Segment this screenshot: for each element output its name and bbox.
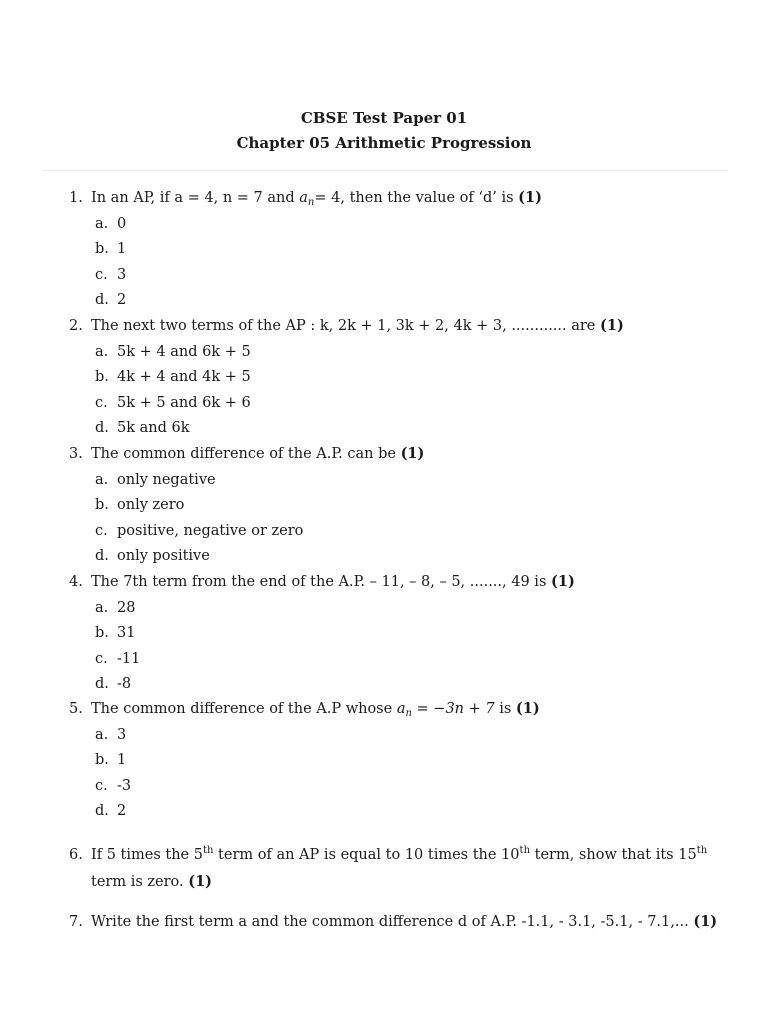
marks: (1) — [400, 445, 425, 462]
option: b. 4k + 4 and 4k + 5 — [95, 369, 251, 386]
option: d. 5k and 6k — [95, 420, 190, 437]
paper-header — [0, 106, 768, 156]
question-number: 4. — [69, 574, 83, 590]
question-4 — [69, 569, 729, 698]
option: d. 2 — [95, 803, 127, 820]
question-number: 5. — [69, 701, 83, 717]
question-number: 7. — [69, 914, 83, 930]
option: b. only zero — [95, 497, 185, 514]
marks: (1) — [515, 700, 540, 717]
question-text: Write the first term a and the common difference d of A.P. -1.1, - 3.1, -5.1, - 7.1,... — [91, 914, 694, 930]
options-list — [69, 468, 729, 570]
options-list — [69, 723, 729, 825]
marks: (1) — [693, 913, 718, 930]
marks: (1) — [518, 189, 542, 206]
question-text: The 7th term from the end of the A.P. – 11, – 8, – 5, ......., 49 is — [91, 574, 551, 590]
question-3 — [69, 441, 729, 570]
option: a. 28 — [95, 599, 136, 616]
math-expression: $a_n = -3n + 7$ — [396, 701, 495, 719]
question-6 — [69, 843, 729, 895]
question-7 — [69, 909, 749, 936]
question-text: If 5 times the 5th term of an AP is equal to 10 times the 10th term, show that its 15th — [91, 845, 708, 863]
option: d. only positive — [95, 548, 210, 565]
options-list — [69, 596, 729, 698]
paper-title: CBSE Test Paper 01 — [300, 109, 468, 127]
question-text-cont: is — [494, 701, 516, 717]
option: c. 3 — [95, 266, 127, 283]
option: d. -8 — [95, 676, 132, 693]
divider — [42, 170, 728, 171]
question-5 — [69, 696, 729, 825]
options-list — [69, 340, 729, 442]
option: c. 5k + 5 and 6k + 6 — [95, 394, 251, 411]
option: b. 1 — [95, 241, 127, 258]
marks: (1) — [188, 872, 213, 890]
question-text: In an AP, if a = 4, n = 7 and — [91, 190, 300, 206]
question-text: The common difference of the A.P whose — [91, 701, 397, 717]
option: d. 2 — [95, 292, 127, 309]
question-number: 1. — [69, 190, 83, 206]
option: c. -11 — [95, 650, 141, 667]
option: a. 0 — [95, 215, 127, 232]
marks: (1) — [600, 317, 624, 334]
question-1 — [69, 185, 729, 314]
question-number: 3. — [69, 446, 83, 462]
options-list — [69, 212, 729, 314]
math-expression: $a_n$ — [299, 190, 315, 208]
option: b. 31 — [95, 625, 136, 642]
question-text: The next two terms of the AP : k, 2k + 1, 3k + 2, 4k + 3, ............ are — [91, 318, 601, 334]
option: b. 1 — [95, 752, 127, 769]
option: a. 5k + 4 and 6k + 5 — [95, 343, 251, 360]
option: a. only negative — [95, 471, 216, 488]
question-number: 6. — [69, 847, 83, 863]
chapter-title: Chapter 05 Arithmetic Progression — [236, 134, 532, 152]
option: c. -3 — [95, 777, 132, 794]
marks: (1) — [551, 573, 575, 590]
option: c. positive, negative or zero — [95, 522, 304, 539]
question-text-cont: term is zero. — [91, 873, 189, 890]
question-text: The common difference of the A.P. can be — [91, 446, 401, 462]
option: a. 3 — [95, 726, 127, 743]
question-number: 2. — [69, 318, 83, 334]
question-text-cont: = 4, then the value of ‘d’ is — [314, 190, 519, 206]
question-2 — [69, 313, 729, 442]
